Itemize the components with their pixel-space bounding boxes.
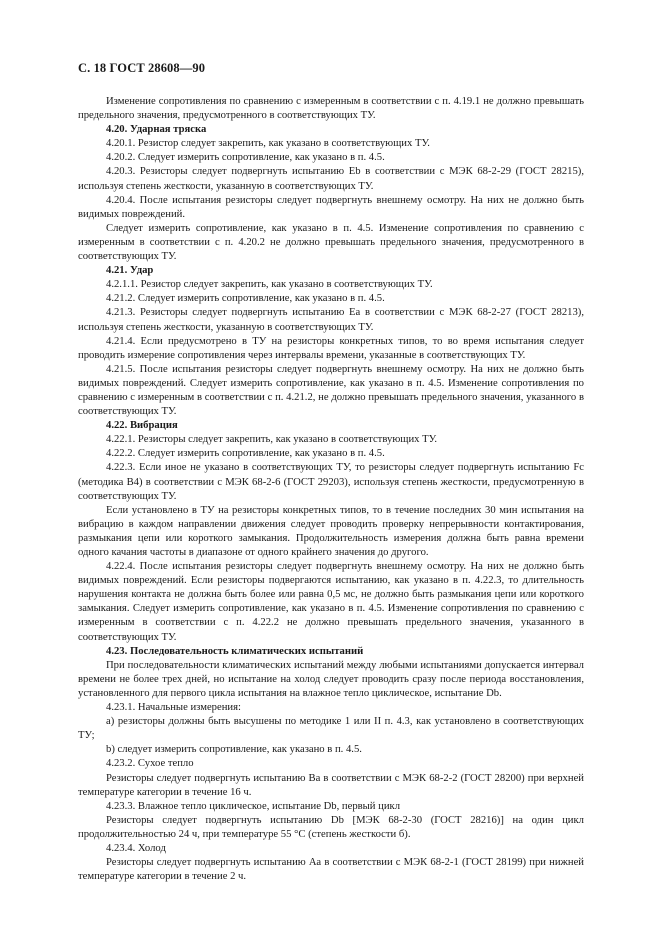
paragraph: Если установлено в ТУ на резисторы конкретных типов, то в течение последних 30 мин испытания на вибрацию в каждом направлении движения следует проводить проверку непрерывности контактирования, размыкания цепи или короткого замыкания. Продолжительность измерения должна быть равна времени одного качания частоты в диапазоне от одного крайнего значения до другого.	[78, 504, 584, 558]
section-heading: 4.23. Последовательность климатических испытаний	[106, 645, 364, 657]
paragraph: 4.20.1. Резистор следует закрепить, как указано в соответствующих ТУ.	[106, 138, 430, 150]
paragraph: 4.21.5. После испытания резисторы следует подвергнуть внешнему осмотру. На них не должно быть видимых повреждений. Следует измерить сопротивление, как указано в п. 4.5. Изменение сопротивления по сравнению с измеренным в соответствии с п. 4.21.2, не должно превышать предельного значения, указанного в соответствующих ТУ.	[78, 363, 584, 418]
paragraph: b) следует измерить сопротивление, как указано в п. 4.5.	[106, 744, 362, 756]
section-heading: 4.22. Вибрация	[106, 420, 178, 432]
paragraph: 4.21.3. Резисторы следует подвергнуть испытанию Ea в соответствии с МЭК 68-2-27 (ГОСТ 28213), используя степень жесткости, указанную в соответствующих ТУ.	[78, 307, 584, 333]
section-heading: 4.21. Удар	[106, 265, 154, 277]
paragraph: 4.23.4. Холод	[106, 842, 166, 854]
page-header: С. 18 ГОСТ 28608—90	[78, 61, 206, 75]
paragraph: а) резисторы должны быть высушены по методике 1 или II п. 4.3, как установлено в соответствующих ТУ;	[78, 716, 584, 742]
paragraph: 4.23.1. Начальные измерения:	[106, 702, 241, 714]
paragraph: Резисторы следует подвергнуть испытанию Db [МЭК 68-2-30 (ГОСТ 28216)] на один цикл продолжительностью 24 ч, при температуре 55 °С (степень жесткости б).	[78, 814, 584, 840]
paragraph: 4.22.4. После испытания резисторы следует подвергнуть внешнему осмотру. На них не должно быть видимых повреждений. Если резисторы подвергаются испытанию, как указано в п. 4.22.3, то длительность нарушения контакта не должна быть более или равна 0,5 мс, не должно быть размыкания цепи или короткого замыкания. Следует измерить сопротивление, как указано в п. 4.5. Изменение сопротивления по сравнению с измеренным в соответствии с п. 4.22.2 не должно превышать предельного значения, указанного в соответствующих ТУ.	[78, 561, 584, 643]
paragraph: Резисторы следует подвергнуть испытанию Аа в соответствии с МЭК 68-2-1 (ГОСТ 28199) при нижней температуре категории в течение 2 ч.	[78, 857, 584, 883]
document-body	[78, 95, 584, 884]
paragraph: 4.20.3. Резисторы следует подвергнуть испытанию Eb в соответствии с МЭК 68-2-29 (ГОСТ 28215), используя степень жесткости, указанную в соответствующих ТУ.	[78, 166, 584, 192]
section-heading: 4.20. Ударная тряска	[106, 124, 207, 136]
paragraph: При последовательности климатических испытаний между любыми испытаниями допускается интервал времени не более трех дней, но испытание на холод следует проводить сразу после периода восстановления, установленного для первого цикла испытания на влажное тепло циклическое, испытание Db.	[78, 659, 584, 699]
paragraph: Следует измерить сопротивление, как указано в п. 4.5. Изменение сопротивления по сравнению с измеренным в соответствии с п. 4.20.2 не должно превышать предельного значения, предусмотренного в соответствующих ТУ.	[78, 222, 584, 263]
paragraph: 4.2.1.1. Резистор следует закрепить, как указано в соответствующих ТУ.	[106, 279, 433, 291]
paragraph: 4.22.2. Следует измерить сопротивление, как указано в п. 4.5.	[106, 448, 385, 460]
paragraph: Резисторы следует подвергнуть испытанию Ва в соответствии с МЭК 68-2-2 (ГОСТ 28200) при верхней температуре категории в течение 16 ч.	[78, 772, 584, 798]
paragraph: 4.20.4. После испытания резисторы следует подвергнуть внешнему осмотру. На них не должно быть видимых повреждений.	[78, 194, 584, 220]
paragraph: 4.20.2. Следует измерить сопротивление, как указано в п. 4.5.	[106, 152, 385, 164]
paragraph: 4.21.2. Следует измерить сопротивление, как указано в п. 4.5.	[106, 293, 385, 305]
paragraph: 4.23.2. Сухое тепло	[106, 758, 194, 770]
paragraph: 4.22.3. Если иное не указано в соответствующих ТУ, то резисторы следует подвергнуть испытанию Fc (методика B4) в соответствии с МЭК 68-2-6 (ГОСТ 29203), используя степень жесткости, предусмотренную в соответствующих ТУ.	[78, 462, 584, 502]
paragraph: 4.23.3. Влажное тепло циклическое, испытание Db, первый цикл	[106, 800, 401, 812]
paragraph: 4.22.1. Резисторы следует закрепить, как указано в соответствующих ТУ.	[106, 434, 438, 446]
paragraph: 4.21.4. Если предусмотрено в ТУ на резисторы конкретных типов, то во время испытания следует проводить измерение сопротивления через интервалы времени, указанные в соответствующих ТУ.	[78, 335, 584, 361]
paragraph: Изменение сопротивления по сравнению с измеренным в соответствии с п. 4.19.1 не должно превышать предельного значения, предусмотренного в соответствующих ТУ.	[78, 96, 584, 122]
